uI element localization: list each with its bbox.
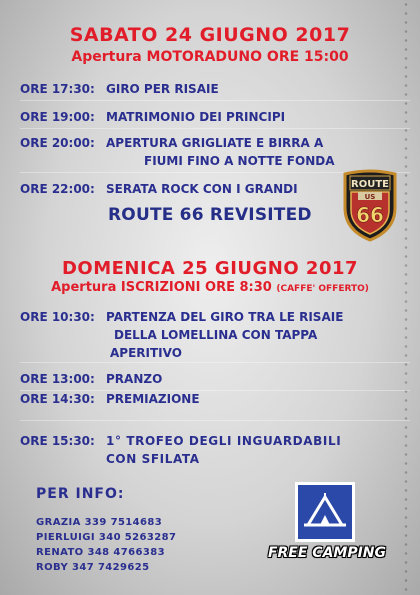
divider [20, 100, 410, 101]
page-edge-perforation [402, 0, 410, 595]
day2-event-3 [20, 390, 200, 408]
day2-subtitle-note: (CAFFE' OFFERTO) [276, 284, 369, 294]
day1-event-3 [20, 134, 335, 170]
event-desc: FIUMI FINO A NOTTE FONDA [144, 154, 335, 168]
shield-top-text: ROUTE [351, 179, 389, 190]
route-66-shield-icon [340, 168, 400, 242]
event-time: ORE 14:30: [20, 392, 95, 406]
event-time: ORE 15:30: [20, 434, 95, 448]
event-desc: DELLA LOMELLINA CON TAPPA [114, 328, 318, 342]
shield-number-text: 66 [356, 203, 384, 227]
event-desc: 1° TROFEO DEGLI INGUARDABILI [106, 434, 342, 448]
shield-middle-text: US [364, 193, 376, 201]
contact-list [36, 515, 176, 575]
event-desc: CON SFILATA [106, 452, 200, 466]
day1-title: SABATO 24 GIUGNO 2017 [69, 24, 351, 46]
event-time: ORE 10:30: [20, 310, 95, 324]
divider [20, 362, 410, 363]
day2-title: DOMENICA 25 GIUGNO 2017 [61, 258, 359, 279]
free-camping-label: FREE CAMPING [267, 545, 387, 561]
event-desc: APERITIVO [110, 346, 182, 360]
event-desc: GIRO PER RISAIE [106, 82, 219, 96]
event-time: ORE 22:00: [20, 182, 95, 196]
contact-item: PIERLUIGI 340 5263287 [36, 532, 177, 543]
day1-subtitle: Apertura MOTORADUNO ORE 15:00 [71, 49, 349, 65]
event-desc: PREMIAZIONE [106, 392, 200, 406]
divider [20, 420, 410, 421]
day1-event-2 [20, 108, 285, 126]
info-heading: PER INFO: [36, 486, 125, 502]
event-time: ORE 17:30: [20, 82, 95, 96]
contact-item: RENATO 348 4766383 [36, 547, 165, 558]
route-66-shield-logo [340, 168, 400, 242]
day2-event-1 [20, 308, 343, 362]
contact-item: GRAZIA 339 7514683 [36, 517, 163, 528]
camping-sign [295, 482, 355, 542]
event-time: ORE 13:00: [20, 372, 95, 386]
day2-subtitle: Apertura ISCRIZIONI ORE 8:30 [51, 280, 272, 295]
day1-event-1 [20, 80, 219, 98]
tent-icon [298, 485, 352, 539]
divider [20, 128, 410, 129]
event-time: ORE 19:00: [20, 110, 95, 124]
event-desc: PARTENZA DEL GIRO TRA LE RISAIE [106, 310, 344, 324]
event-desc: SERATA ROCK CON I GRANDI [106, 182, 298, 196]
day2-event-4 [20, 432, 341, 468]
event-desc: APERTURA GRIGLIATE E BIRRA A [106, 136, 324, 150]
event-time: ORE 20:00: [20, 136, 95, 150]
event-desc: MATRIMONIO DEI PRINCIPI [106, 110, 286, 124]
day1-event-4 [20, 180, 298, 198]
contact-item: ROBY 347 7429625 [36, 562, 150, 573]
day2-event-2 [20, 370, 162, 388]
day2-subtitle-row [0, 280, 420, 295]
band-name: ROUTE 66 REVISITED [108, 205, 312, 225]
event-desc: PRANZO [106, 372, 163, 386]
